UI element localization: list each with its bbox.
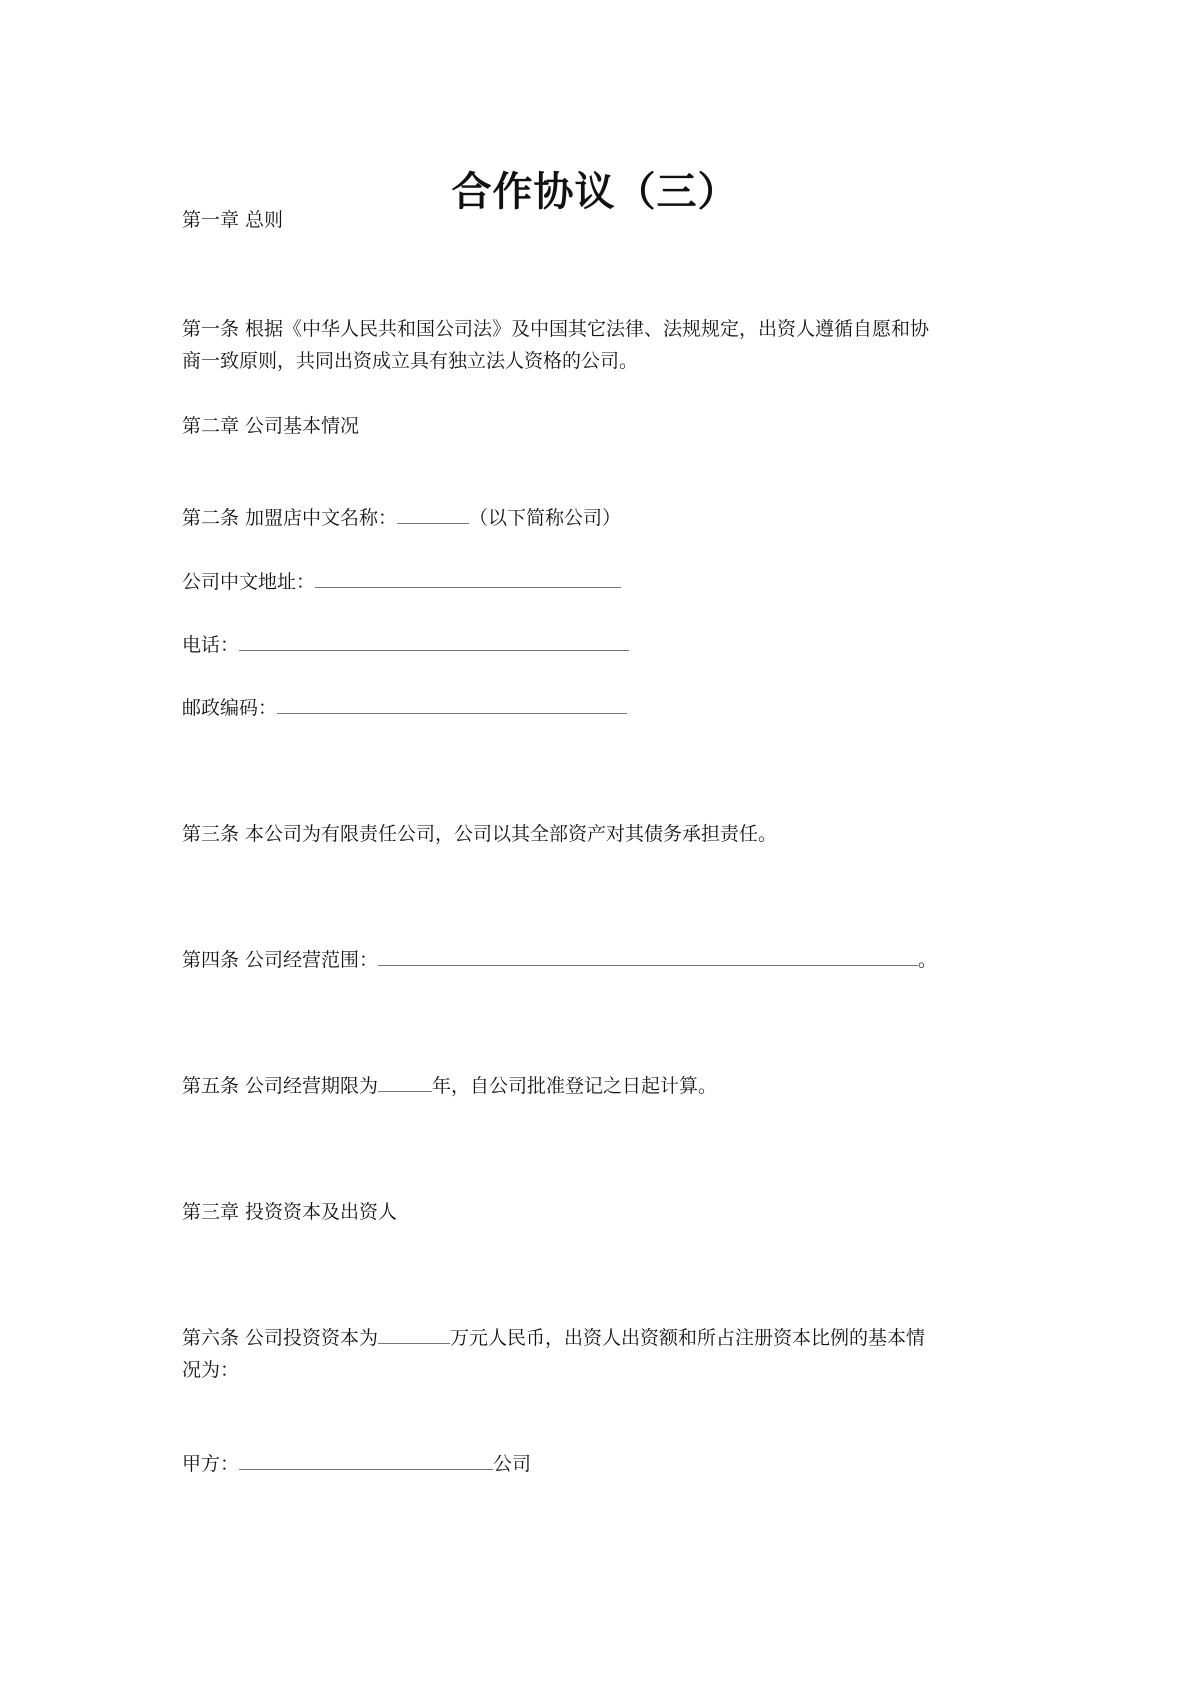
term-years-blank[interactable]: [378, 1071, 432, 1092]
article2-suffix: （以下简称公司）: [469, 507, 622, 529]
phone-label: 电话：: [182, 634, 240, 656]
article1-line1: 第一条 根据《中华人民共和国公司法》及中国其它法律、法规规定，出资人遵循自愿和协: [182, 318, 930, 340]
article6-line1: [182, 1322, 925, 1354]
article1-line2: 商一致原则，共同出资成立具有独立法人资格的公司。: [182, 350, 639, 372]
capital-amount-blank[interactable]: [378, 1323, 450, 1344]
article4: [182, 944, 937, 976]
article5-prefix: 第五条 公司经营期限为: [182, 1075, 379, 1097]
article2: [182, 502, 621, 534]
address-blank[interactable]: [315, 567, 621, 588]
article2-label: 第二条 加盟店中文名称：: [182, 507, 398, 529]
party-a-label: 甲方：: [182, 1453, 240, 1475]
phone-row: [182, 629, 629, 661]
phone-blank[interactable]: [239, 630, 629, 651]
business-scope-blank[interactable]: [378, 945, 918, 966]
article6-line2: 况为：: [182, 1359, 240, 1381]
party-a-row: [182, 1448, 531, 1480]
chapter2-heading: 第二章 公司基本情况: [182, 415, 360, 437]
party-a-suffix: 公司: [493, 1453, 532, 1475]
document-title: 合作协议（三）: [451, 169, 739, 215]
party-a-blank[interactable]: [239, 1449, 493, 1470]
address-label: 公司中文地址：: [182, 571, 316, 593]
company-name-blank[interactable]: [397, 503, 469, 524]
postcode-row: [182, 692, 627, 724]
article6-prefix: 第六条 公司投资资本为: [182, 1327, 379, 1349]
postcode-blank[interactable]: [277, 693, 627, 714]
article3: 第三条 本公司为有限责任公司，公司以其全部资产对其债务承担责任。: [182, 823, 778, 845]
article5: [182, 1070, 717, 1102]
chapter1-heading: 第一章 总则: [182, 209, 284, 231]
article5-suffix: 年，自公司批准登记之日起计算。: [432, 1075, 718, 1097]
article6-suffix: 万元人民币，出资人出资额和所占注册资本比例的基本情: [450, 1327, 926, 1349]
postcode-label: 邮政编码：: [182, 697, 278, 719]
chapter3-heading: 第三章 投资资本及出资人: [182, 1201, 398, 1223]
address-row: [182, 566, 621, 598]
article4-label: 第四条 公司经营范围：: [182, 949, 379, 971]
article4-suffix: 。: [918, 949, 938, 971]
